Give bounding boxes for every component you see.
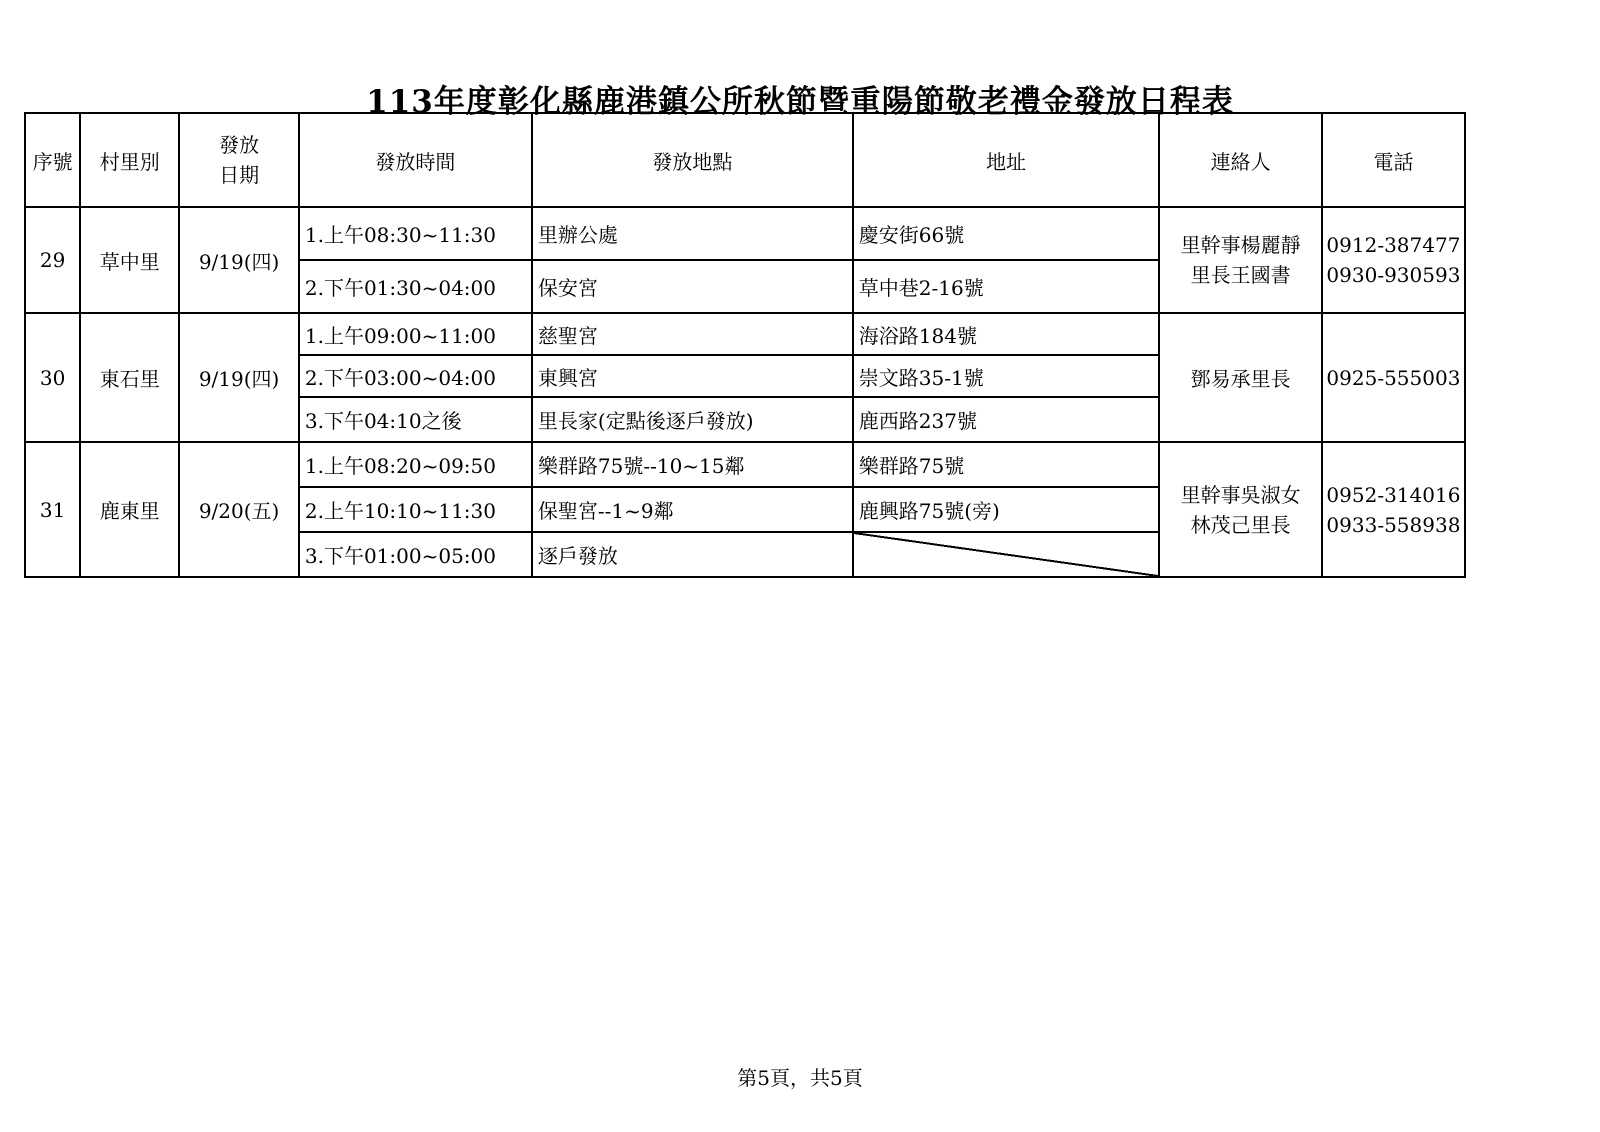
- cell-time: 3.下午01:00~05:00: [299, 532, 532, 577]
- cell-time: 2.上午10:10~11:30: [299, 487, 532, 532]
- phone-line: 0930-930593: [1326, 263, 1461, 287]
- header-date: [179, 113, 299, 207]
- cell-place: 保聖宮--1~9鄰: [532, 487, 853, 532]
- cell-address: 鹿興路75號(旁): [853, 487, 1160, 532]
- cell-village: 鹿東里: [80, 442, 179, 577]
- cell-address: 樂群路75號: [853, 442, 1160, 487]
- header-phone: 電話: [1322, 113, 1465, 207]
- page-footer: 第5頁，共5頁: [737, 1066, 863, 1090]
- cell-address: 草中巷2-16號: [853, 260, 1160, 313]
- cell-place: 保安宮: [532, 260, 853, 313]
- cell-phone: [1322, 442, 1465, 577]
- cell-time: 3.下午04:10之後: [299, 397, 532, 442]
- cell-place: 樂群路75號--10~15鄰: [532, 442, 853, 487]
- contact-line: 里幹事楊麗靜: [1180, 233, 1301, 257]
- phone-line: 0912-387477: [1326, 233, 1461, 257]
- header-contact: 連絡人: [1159, 113, 1321, 207]
- cell-place: 逐戶發放: [532, 532, 853, 577]
- cell-contact: [1159, 207, 1321, 313]
- cell-time: 1.上午08:20~09:50: [299, 442, 532, 487]
- cell-address-empty-diagonal: [853, 532, 1160, 577]
- phone-line: 0933-558938: [1326, 512, 1461, 537]
- table-row: [25, 207, 1465, 260]
- contact-line: 林茂己里長: [1190, 512, 1291, 537]
- table-row: [25, 313, 1465, 355]
- table-row: [25, 442, 1465, 487]
- cell-phone: [1322, 207, 1465, 313]
- header-row: [25, 113, 1465, 207]
- header-seq: 序號: [25, 113, 80, 207]
- cell-place: 慈聖宮: [532, 313, 853, 355]
- cell-phone: 0925-555003: [1322, 313, 1465, 442]
- schedule-table: [24, 112, 1466, 578]
- header-date-line2: 日期: [219, 163, 260, 187]
- contact-line: 里長王國書: [1190, 263, 1291, 287]
- cell-contact: [1159, 442, 1321, 577]
- page-title: 113年度彰化縣鹿港鎮公所秋節暨重陽節敬老禮金發放日程表: [366, 84, 1234, 120]
- cell-seq: 30: [25, 313, 80, 442]
- cell-village: 草中里: [80, 207, 179, 313]
- cell-time: 1.上午08:30~11:30: [299, 207, 532, 260]
- cell-date: 9/19(四): [179, 313, 299, 442]
- cell-time: 2.下午01:30~04:00: [299, 260, 532, 313]
- cell-address: 鹿西路237號: [853, 397, 1160, 442]
- contact-line: 里幹事吳淑女: [1180, 482, 1301, 507]
- cell-date: 9/20(五): [179, 442, 299, 577]
- cell-place: 里辦公處: [532, 207, 853, 260]
- header-place: 發放地點: [532, 113, 853, 207]
- cell-time: 2.下午03:00~04:00: [299, 355, 532, 397]
- header-address: 地址: [853, 113, 1160, 207]
- cell-seq: 31: [25, 442, 80, 577]
- cell-time: 1.上午09:00~11:00: [299, 313, 532, 355]
- cell-address: 慶安街66號: [853, 207, 1160, 260]
- header-time: 發放時間: [299, 113, 532, 207]
- header-village: 村里別: [80, 113, 179, 207]
- cell-village: 東石里: [80, 313, 179, 442]
- cell-contact: 鄧易承里長: [1159, 313, 1321, 442]
- cell-seq: 29: [25, 207, 80, 313]
- cell-address: 崇文路35-1號: [853, 355, 1160, 397]
- cell-address: 海浴路184號: [853, 313, 1160, 355]
- phone-line: 0952-314016: [1326, 482, 1461, 507]
- header-date-line1: 發放: [219, 133, 260, 157]
- cell-date: 9/19(四): [179, 207, 299, 313]
- cell-place: 東興宮: [532, 355, 853, 397]
- cell-place: 里長家(定點後逐戶發放): [532, 397, 853, 442]
